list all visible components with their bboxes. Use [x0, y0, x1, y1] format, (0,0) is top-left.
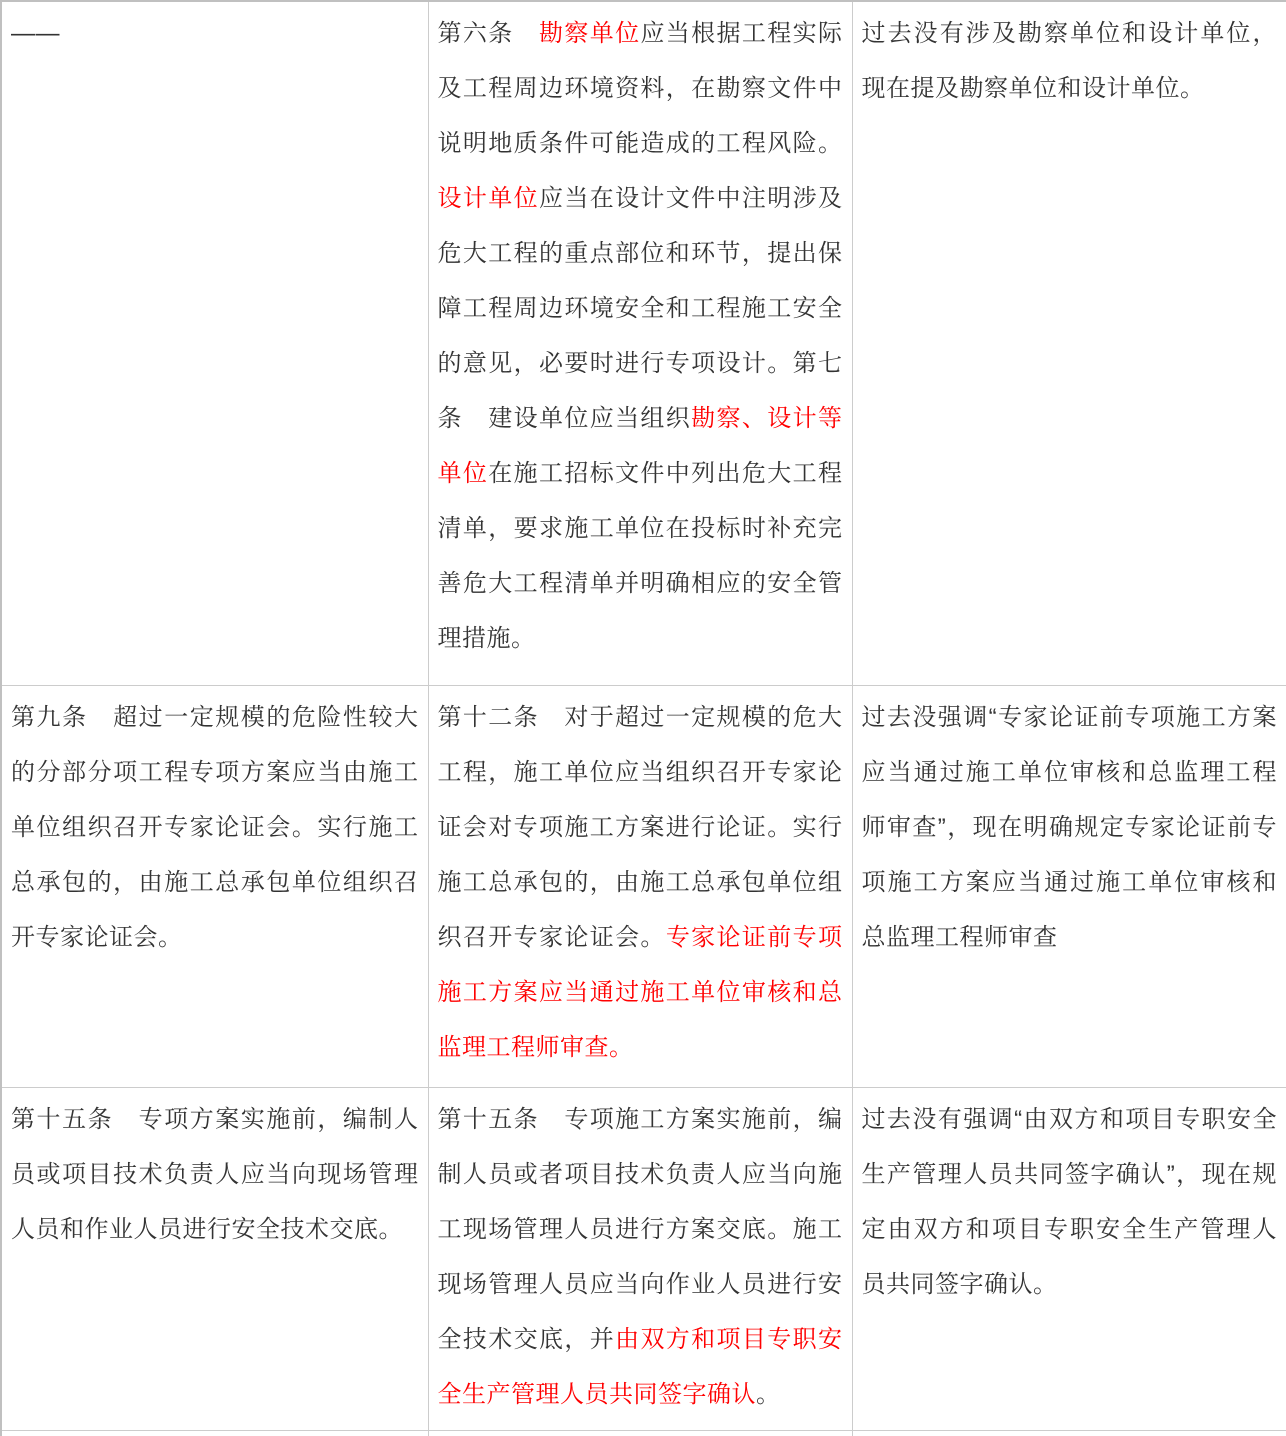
highlighted-text-segment: 由双方和项目专职安全生产管理人员共同签字确认 [437, 1325, 843, 1408]
text-segment: 应当在设计文件中注明涉及危大工程的重点部位和环节，提出保障工程周边环境安全和工程施工安全的意见，必要时进行专项设计。第七条 建设单位应当组织 [437, 185, 843, 432]
text-segment: 过去没强调“专家论证前专项施工方案应当通过施工单位审核和总监理工程师审查”，现在明确规定专家论证前专项施工方案应当通过施工单位审核和总监理工程师审查 [861, 703, 1277, 951]
text-segment: 第九条 超过一定规模的危险性较大的分部分项工程专项方案应当由施工单位组织召开专家论证会。实行施工总承包的，由施工总承包单位组织召开专家论证会。 [11, 703, 419, 951]
text-segment: —— [11, 20, 60, 47]
cell-new-provision-r0 [428, 1, 852, 685]
text-segment: 第十二条 对于超过一定规模的危大工程，施工单位应当组织召开专家论证会对专项施工方案进行论证。实行施工总承包的，由施工总承包单位组织召开专家论证会。 [437, 703, 843, 951]
table-row [1, 1, 1286, 685]
highlighted-text-segment: 勘察、设计等单位 [437, 405, 843, 487]
cell-old-provision-r3 [1, 1430, 428, 1436]
text-segment: 。 [756, 1380, 781, 1408]
cell-new-provision-r2 [428, 1087, 852, 1430]
cell-change-note-r3 [852, 1430, 1286, 1436]
text-segment: 过去没有强调“由双方和项目专职安全生产管理人员共同签字确认”，现在规定由双方和项目专职安全生产管理人员共同签字确认。 [861, 1105, 1277, 1298]
cell-old-provision-r0 [1, 1, 428, 685]
cell-new-provision-r3 [428, 1430, 852, 1436]
text-segment: 第十五条 专项施工方案实施前，编制人员或者项目技术负责人应当向施工现场管理人员进行方案交底。施工现场管理人员应当向作业人员进行安全技术交底，并 [437, 1105, 843, 1353]
cell-change-note-r2 [852, 1087, 1286, 1430]
cell-new-provision-r1 [428, 685, 852, 1087]
highlighted-text-segment: 勘察单位 [538, 20, 641, 47]
cell-old-provision-r1 [1, 685, 428, 1087]
cell-change-note-r0 [852, 1, 1286, 685]
cell-change-note-r1 [852, 685, 1286, 1087]
text-segment: 过去没有涉及勘察单位和设计单位，现在提及勘察单位和设计单位。 [861, 20, 1277, 102]
highlighted-text-segment: 专家论证前专项施工方案应当通过施工单位审核和总监理工程师审查。 [437, 923, 843, 1061]
text-segment: 第十五条 专项方案实施前，编制人员或项目技术负责人应当向现场管理人员和作业人员进行安全技术交底。 [11, 1105, 419, 1243]
cell-old-provision-r2 [1, 1087, 428, 1430]
table-row [1, 1087, 1286, 1430]
text-segment: 应当根据工程实际及工程周边环境资料，在勘察文件中说明地质条件可能造成的工程风险。 [437, 20, 843, 157]
text-segment: 第六条 [437, 20, 539, 47]
table-row [1, 1430, 1286, 1436]
table-row [1, 685, 1286, 1087]
text-segment: 在施工招标文件中列出危大工程清单，要求施工单位在投标时补充完善危大工程清单并明确相应的安全管理措施。 [437, 460, 843, 652]
table-body [1, 1, 1286, 1436]
highlighted-text-segment: 设计单位 [437, 185, 539, 212]
